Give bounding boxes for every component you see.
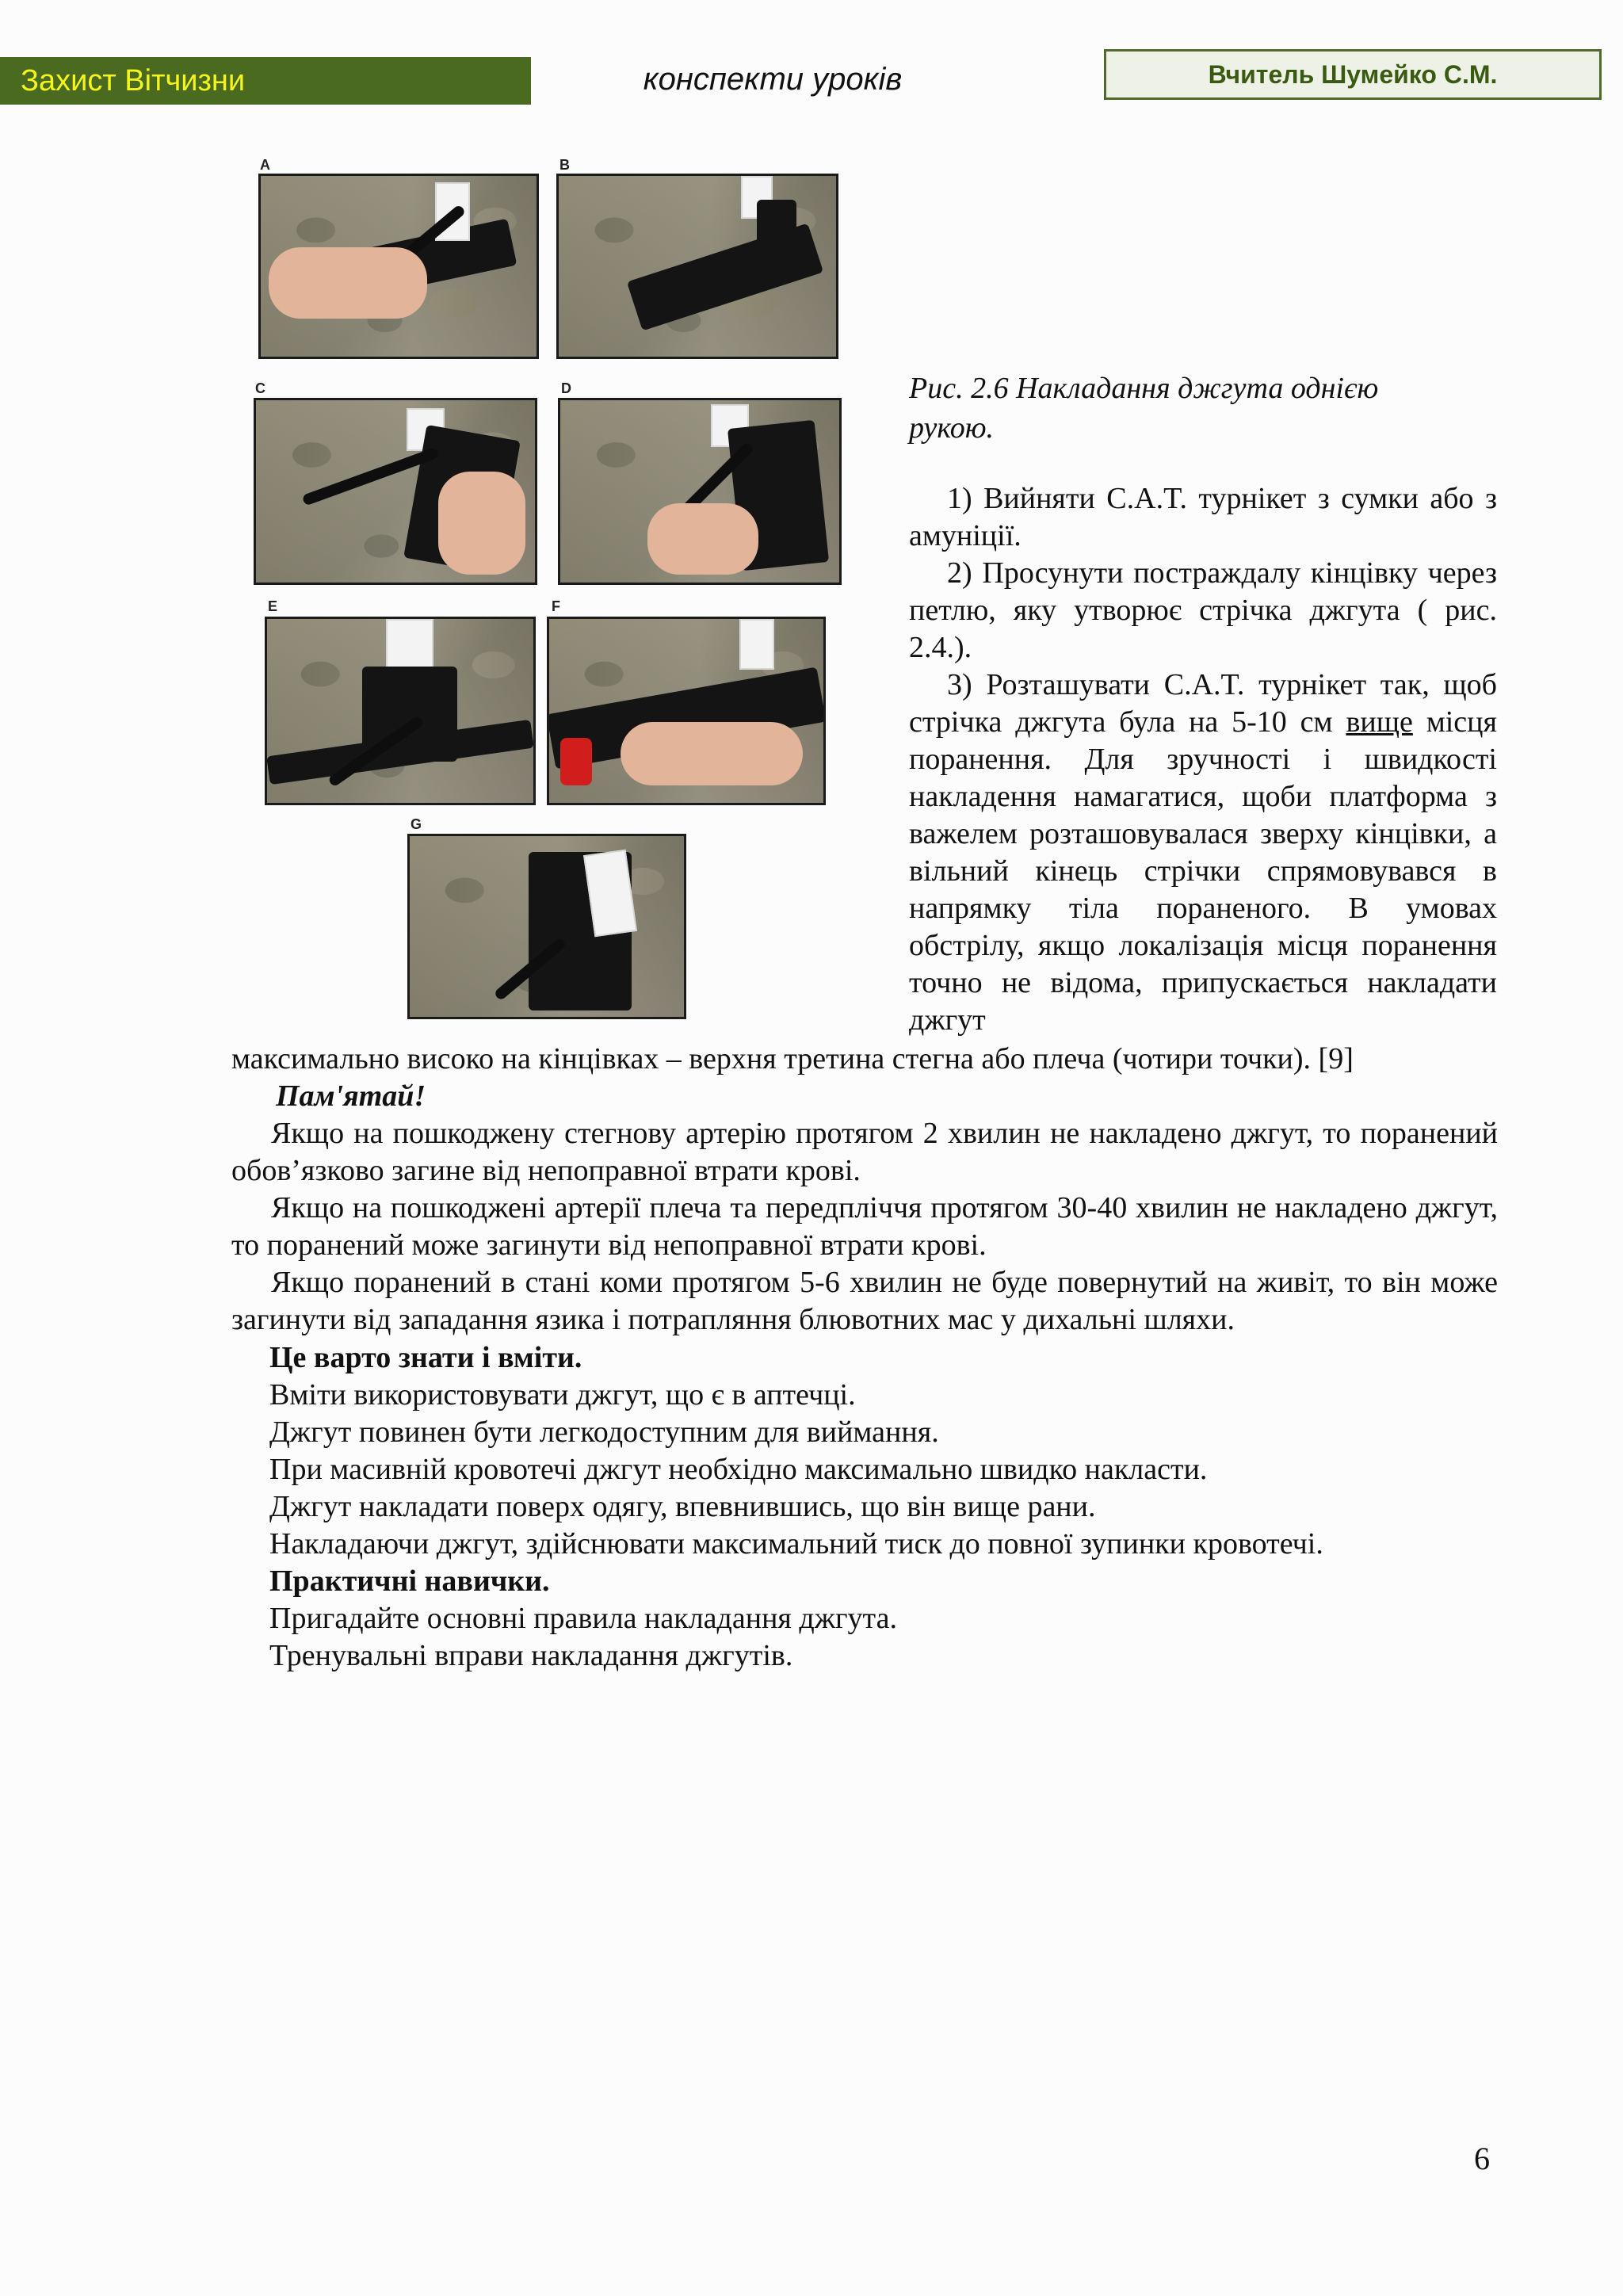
document-type: конспекти уроків [643,62,903,97]
panel-label-e: E [268,598,278,614]
subject-banner: Захист Вітчизни [0,57,531,105]
panel-label-d: D [561,380,571,396]
panel-label-g: G [411,816,422,832]
photo-panel-a [258,174,539,359]
practice-heading: Практичні навички. [269,1564,550,1598]
remember-paragraph-2: Якщо на пошкоджені артерії плеча та передпліччя протягом 30-40 хвилин не накладено джгут, то поранений може загинути від непоправної втрати крові. [231,1191,1498,1262]
panel-label-c: C [255,380,265,396]
know-heading: Це варто знати і вміти. [269,1341,582,1374]
photo-panel-f [547,617,826,805]
step-3: 3) Розташувати C.A.T. турнікет так, щоб стрічка джгута була на 5-10 см вище місця поранення. Для зручності і швидкості накладення намагатися, щоби платформа з важелем розташовувалася зверху кінцівки, а вільний кінець стрічки спрямовувався в напрямку тіла пораненого. В умовах обстрілу, якщо локалізація місця поранення точно не відома, припускається накладати джгут [909,668,1497,1037]
teacher-box: Вчитель Шумейко С.М. [1104,49,1602,100]
step-2: 2) Просунути постраждалу кінцівку через петлю, яку утворює стрічка джгута ( рис. 2.4.). [909,556,1497,664]
know-item: Джгут повинен бути легкодоступним для виймання. [269,1415,939,1449]
page-number: 6 [1474,2141,1490,2176]
step-1: 1) Вийняти C.A.T. турнікет з сумки або з амуніції. [909,482,1497,552]
photo-panel-g [407,834,686,1019]
panel-label-f: F [552,598,560,614]
practice-item: Тренувальні вправи накладання джгутів. [269,1639,793,1672]
photo-panel-d [558,398,842,585]
know-item: Накладаючи джгут, здійснювати максимальний тиск до повної зупинки кровотечі. [269,1527,1323,1561]
know-item: Джгут накладати поверх одягу, впевнившись, що він вище рани. [269,1490,1096,1523]
remember-heading: Пам'ятай! [276,1079,426,1113]
remember-paragraph-1: Якщо на пошкоджену стегнову артерію протягом 2 хвилин не накладено джгут, то поранений обов’язково загине від непоправної втрати крові. [231,1117,1498,1187]
photo-panel-b [556,174,838,359]
remember-paragraph-3: Якщо поранений в стані коми протягом 5-6 хвилин не буде повернутий на живіт, то він може загинути від западання язика і потрапляння блювотних мас у дихальні шляхи. [231,1266,1498,1336]
panel-label-b: B [559,157,570,173]
know-item: При масивній кровотечі джгут необхідно максимально швидко накласти. [269,1453,1208,1486]
practice-item: Пригадайте основні правила накладання джгута. [269,1602,897,1635]
photo-panel-c [254,398,537,585]
panel-label-a: A [260,157,270,173]
figure-caption: Рис. 2.6 Накладання джгута однією рукою. [909,372,1379,445]
step-3-continuation: максимально високо на кінцівках – верхня третина стегна або плеча (чотири точки). [9] [231,1042,1354,1075]
know-item: Вміти використовувати джгут, що є в аптечці. [269,1378,856,1412]
photo-panel-e [265,617,536,805]
